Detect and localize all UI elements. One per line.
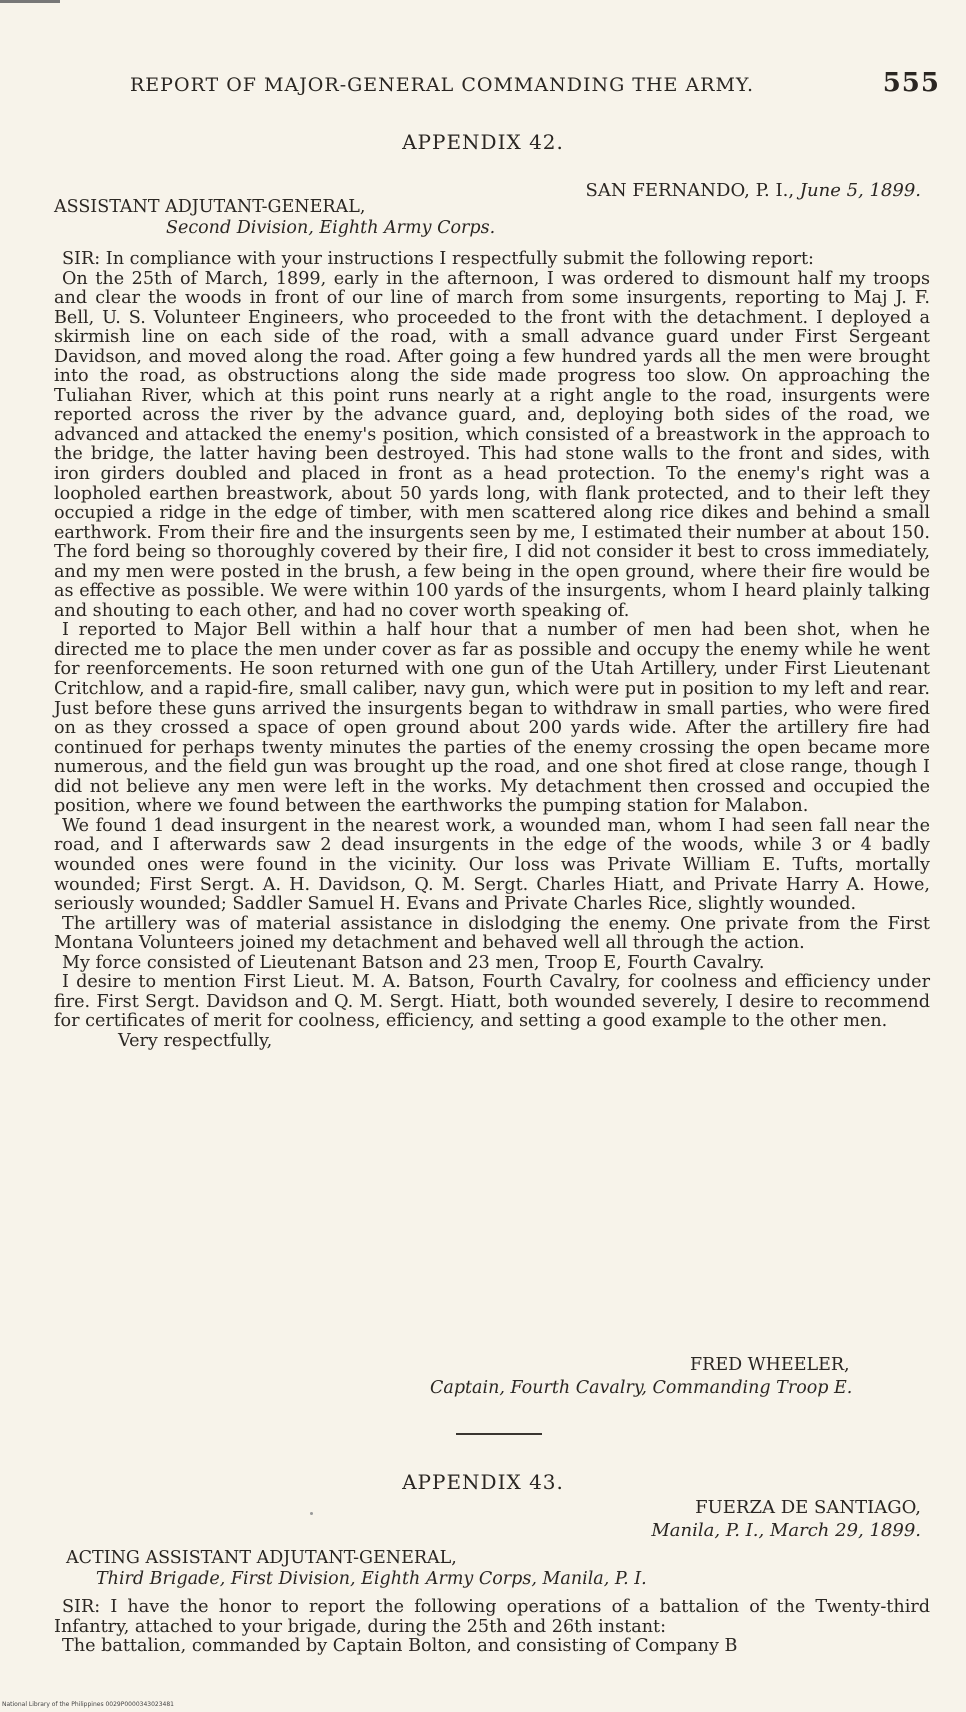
appendix-43-paragraph: SIR: I have the honor to report the following operations of a battalion of the Twenty-third Infantry, attached to your brigade, during the 25th and 26th instant: xyxy=(54,1597,930,1637)
running-title: REPORT OF MAJOR-GENERAL COMMANDING THE ARMY. xyxy=(130,74,755,96)
appendix-42-signer: FRED WHEELER, xyxy=(690,1355,850,1375)
appendix-42-paragraph: SIR: In compliance with your instructions I respectfully submit the following report: xyxy=(62,249,814,269)
appendix-42-paragraph: I desire to mention First Lieut. M. A. Batson, Fourth Cavalry, for coolness and efficiency under fire. First Sergt. Davidson and Q. M. Sergt. Hiatt, both wounded severely, I desire to recommend for certificates of merit for coolness, efficiency, and setting a good example to the other men. xyxy=(54,972,930,1032)
section-divider xyxy=(456,1433,542,1435)
appendix-43-addressee-unit: Third Brigade, First Division, Eighth Army Corps, Manila, P. I. xyxy=(96,1569,647,1589)
appendix-42-place: SAN FERNANDO, P. I., xyxy=(585,180,795,201)
appendix-43-date: Manila, P. I., March 29, 1899. xyxy=(651,1520,921,1541)
appendix-42-signer-title: Captain, Fourth Cavalry, Commanding Troop E. xyxy=(430,1378,853,1398)
appendix-43-place: FUERZA DE SANTIAGO, xyxy=(695,1497,921,1518)
appendix-42-paragraph: The artillery was of material assistance in dislodging the enemy. One private from the First Montana Volunteers joined my detachment and behaved well all through the action. xyxy=(54,913,930,954)
appendix-42-closing: Very respectfully, xyxy=(118,1030,273,1051)
appendix-42-heading: APPENDIX 42. xyxy=(402,130,564,154)
appendix-42-addressee-unit: Second Division, Eighth Army Corps. xyxy=(166,218,496,238)
appendix-42-paragraph: My force consisted of Lieutenant Batson and 23 men, Troop E, Fourth Cavalry. xyxy=(62,952,765,973)
appendix-42-addressee: ASSISTANT ADJUTANT-GENERAL, xyxy=(54,197,366,217)
appendix-43-heading: APPENDIX 43. xyxy=(402,1470,564,1494)
appendix-43-paragraph: The battalion, commanded by Captain Bolton, and consisting of Company B xyxy=(62,1636,738,1657)
appendix-42-paragraph: I reported to Major Bell within a half hour that a number of men had been shot, when he directed me to place the men under cover as far as possible and occupy the enemy while he went for reenforcements. He soon returned with one gun of the Utah Artillery, under First Lieutenant Critchlow, and a rapid-fire, small caliber, navy gun, which were put in position to my left and rear. Just before these guns arrived the insurgents began to withdraw in small parties, who were fired on as they crossed a space of open ground about 200 yards wide. After the artillery fire had continued for perhaps twenty minutes the parties of the enemy crossing the open became more numerous, and the field gun was brought up the road, and one shot fired at close range, though I did not believe any men were left in the works. My detachment then crossed and occupied the position, where we found between the earthworks the pumping station for Malabon. xyxy=(54,620,930,817)
appendix-43-addressee: ACTING ASSISTANT ADJUTANT-GENERAL, xyxy=(66,1548,457,1568)
appendix-42-date: June 5, 1899. xyxy=(799,180,921,201)
scan-speck xyxy=(310,1512,313,1515)
appendix-43-body xyxy=(54,1598,930,1657)
appendix-42-paragraph: On the 25th of March, 1899, early in the afternoon, I was ordered to dismount half my troops and clear the woods in front of our line of march from some insurgents, reporting to Maj J. F. Bell, U. S. Volunteer Engineers, who proceeded to the front with the detachment. I deployed a skirmish line on each side of the road, with a small advance guard under First Sergeant Davidson, and moved along the road. After going a few hundred yards all the men were brought into the road, as obstructions along the side made progress too slow. On approaching the Tuliahan River, which at this point runs nearly at a right angle to the road, insurgents were reported across the river by the advance guard, and, deploying both sides of the road, we advanced and attacked the enemy's position, which consisted of a breastwork in the approach to the bridge, the latter having been destroyed. This had stone walls to the front and sides, with iron girders doubled and placed in front as a head protection. To the enemy's right was a loopholed earthen breastwork, about 50 yards long, with flank protected, and to their left they occupied a ridge in the edge of timber, with men scattered along rice dikes and behind a small earthwork. From their fire and the insurgents seen by me, I estimated their number at about 150. The ford being so thoroughly covered by their fire, I did not consider it best to cross immediately, and my men were posted in the brush, a few being in the open ground, where their fire would be as effective as possible. We were within 100 yards of the insurgents, whom I heard plainly talking and shouting to each other, and had no cover worth speaking of. xyxy=(54,268,930,621)
appendix-42-dateline xyxy=(586,180,921,201)
scan-edge-mark xyxy=(0,0,60,3)
page-number: 555 xyxy=(882,68,940,98)
scan-footer: National Library of the Philippines 0029P0000343023481 xyxy=(2,1701,174,1708)
appendix-42-paragraph: We found 1 dead insurgent in the nearest work, a wounded man, whom I had seen fall near the road, and I afterwards saw 2 dead insurgents in the edge of the woods, while 3 or 4 badly wounded ones were found in the vicinity. Our loss was Private William E. Tufts, mortally wounded; First Sergt. A. H. Davidson, Q. M. Sergt. Charles Hiatt, and Private Harry A. Howe, seriously wounded; Saddler Samuel H. Evans and Private Charles Rice, slightly wounded. xyxy=(54,815,930,915)
appendix-42-body xyxy=(54,250,930,1051)
